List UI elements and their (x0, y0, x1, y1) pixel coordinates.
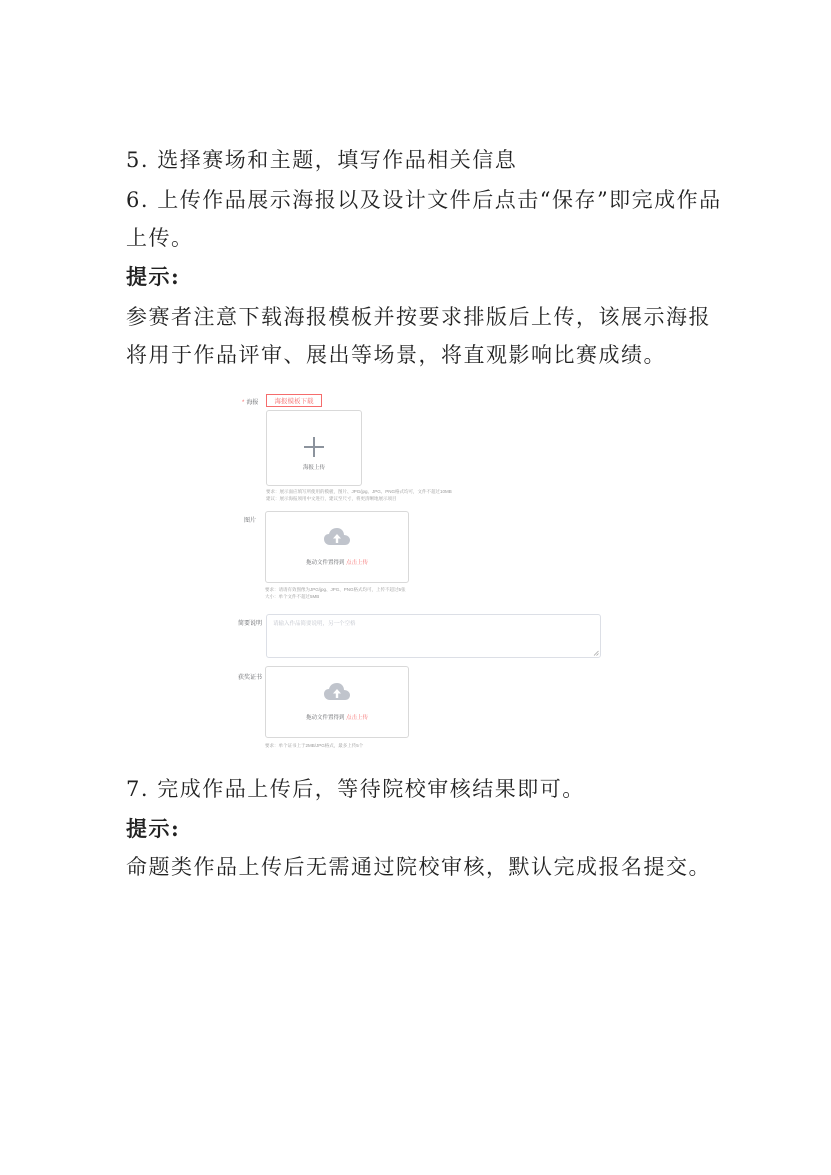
design-upload-text: 拖动文件置得到 点击上传 (305, 560, 369, 566)
tip-1-label: 提示: (126, 264, 181, 289)
design-label: 图片 (244, 518, 257, 524)
step-6-text: 6. 上传作品展示海报以及设计文件后点击“保存”即完成作品上传。 (126, 188, 722, 250)
tip-2-text: 命题类作品上传后无需通过院校审核，默认完成报名提交。 (126, 855, 711, 879)
poster-hint-2: 建议：展示海报须用中文进行，建议至尺寸，将更清晰地展示项目 (266, 496, 397, 501)
poster-label: * 海报 (242, 400, 259, 406)
design-hint-2: 大小：单个文件不超过5MB (265, 594, 320, 599)
plus-icon (304, 437, 324, 457)
certificate-label: 获奖证书 (238, 675, 263, 681)
resize-handle-icon[interactable] (593, 650, 599, 656)
step-5-text: 5. 选择赛场和主题，填写作品相关信息 (126, 148, 518, 172)
cloud-upload-icon (324, 683, 350, 701)
description-placeholder: 请输入作品简要说明，另一个空格 (273, 621, 356, 627)
tip-1-text: 参赛者注意下载海报模板并按要求排版后上传，该展示海报将用于作品评审、展出等场景，将直观影响比赛成绩。 (126, 305, 711, 367)
description-label: 简要说明 (238, 621, 263, 627)
step-7-text: 7. 完成作品上传后，等待院校审核结果即可。 (126, 777, 585, 801)
tip-2-label: 提示: (126, 816, 181, 841)
certificate-click-upload-link[interactable]: 点击上传 (346, 715, 369, 721)
upload-form-screenshot (230, 392, 610, 758)
certificate-upload-text: 拖动文件置得到 点击上传 (305, 715, 369, 721)
required-mark: * (242, 400, 245, 406)
cloud-upload-icon (324, 528, 350, 546)
certificate-hint: 要求：单个证书上于2MB/JPG格式，最多上传5个 (265, 743, 364, 748)
certificate-upload-dropzone[interactable] (265, 666, 409, 738)
description-textarea[interactable] (266, 614, 601, 658)
poster-upload-text: 海报上传 (302, 465, 325, 471)
design-upload-dropzone[interactable] (265, 511, 409, 583)
design-hint-1: 要求：请请有效图像为JPG/jpg、JPG、PNG格式均可，上传不超过5张 (265, 587, 406, 592)
poster-template-download-button[interactable]: 海报模板下载 (266, 394, 322, 407)
poster-hint-1: 要求：展示面应填写所使用的模板，图片、JPG/jpg、JPG、PNG格式均可，文件不超过10MB (266, 489, 452, 494)
design-click-upload-link[interactable]: 点击上传 (346, 560, 369, 566)
poster-upload-box[interactable] (266, 410, 362, 486)
